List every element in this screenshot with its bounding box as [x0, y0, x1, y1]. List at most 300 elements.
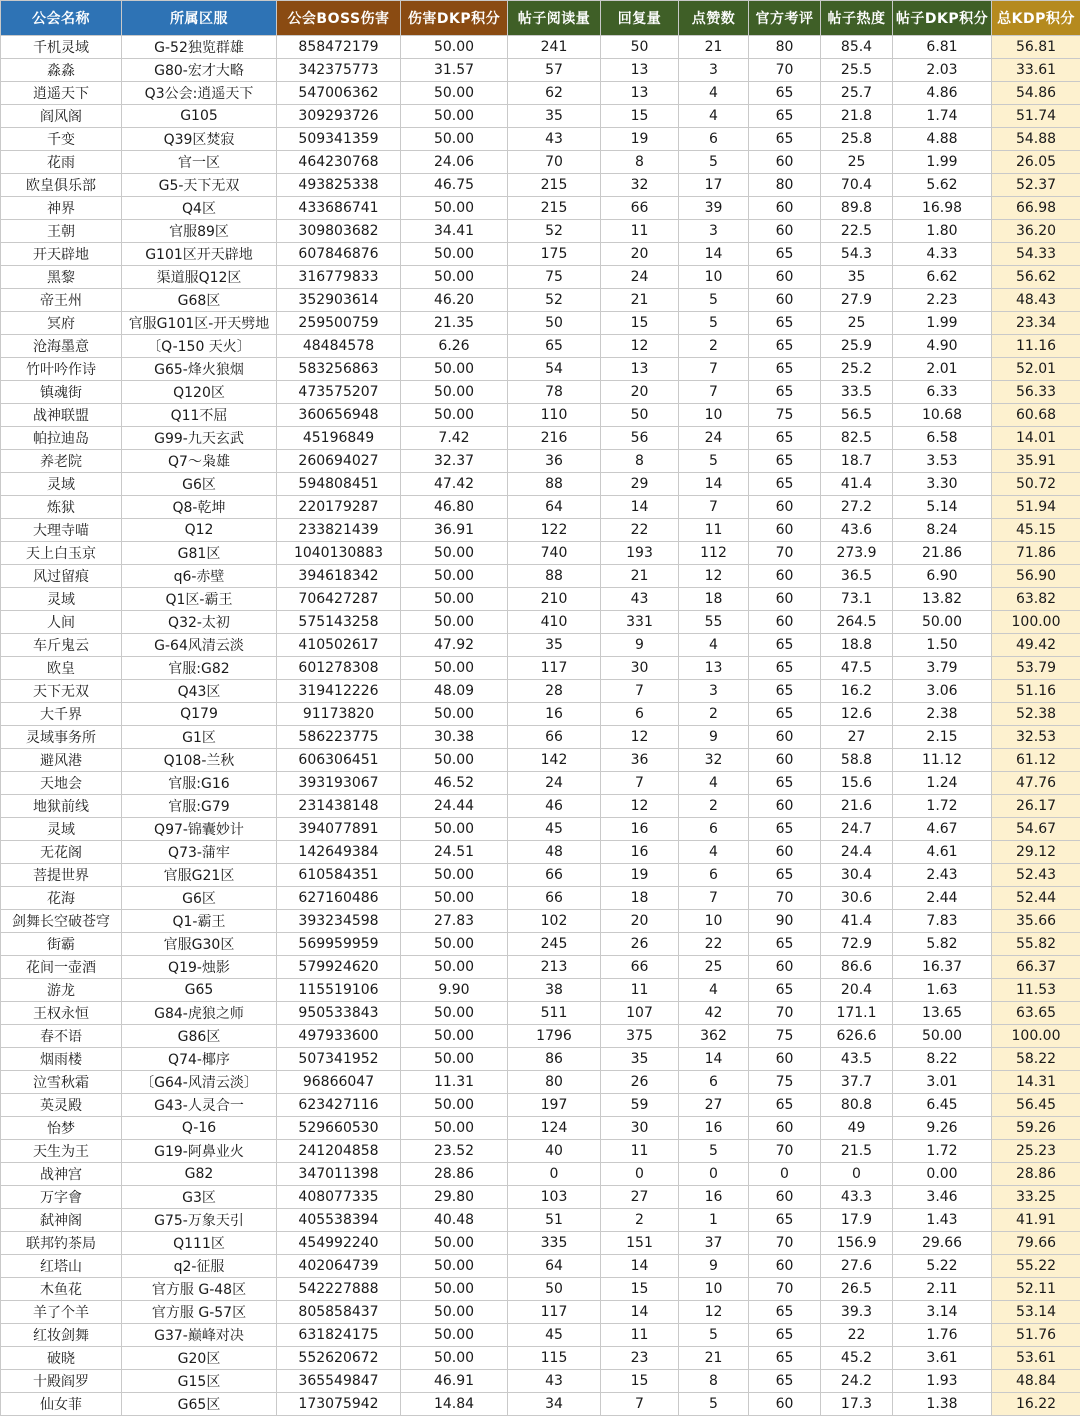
cell-boss-damage: 601278308 [277, 657, 401, 680]
cell-post-views: 50 [508, 1278, 601, 1301]
cell-replies: 15 [601, 105, 679, 128]
cell-replies: 32 [601, 174, 679, 197]
cell-official-rating: 65 [749, 105, 821, 128]
cell-likes: 9 [679, 1255, 749, 1278]
cell-guild-name: 灵域 [1, 588, 122, 611]
table-row [1, 151, 1080, 174]
cell-guild-name: 欧皇 [1, 657, 122, 680]
cell-guild-name: 风过留痕 [1, 565, 122, 588]
cell-post-views: 410 [508, 611, 601, 634]
table-row [1, 243, 1080, 266]
cell-post-heat: 27.2 [821, 496, 893, 519]
cell-guild-name: 竹叶吟作诗 [1, 358, 122, 381]
cell-official-rating: 65 [749, 1209, 821, 1232]
cell-likes: 3 [679, 680, 749, 703]
cell-replies: 43 [601, 588, 679, 611]
cell-post-heat: 45.2 [821, 1347, 893, 1370]
cell-boss-damage: 48484578 [277, 335, 401, 358]
cell-total-dkp: 56.45 [992, 1094, 1080, 1117]
table-row [1, 864, 1080, 887]
cell-post-heat: 47.5 [821, 657, 893, 680]
cell-replies: 14 [601, 1255, 679, 1278]
cell-post-heat: 20.4 [821, 979, 893, 1002]
cell-likes: 112 [679, 542, 749, 565]
cell-server: Q120区 [122, 381, 277, 404]
cell-post-heat: 80.8 [821, 1094, 893, 1117]
cell-post-dkp: 1.72 [893, 1140, 992, 1163]
cell-official-rating: 65 [749, 1301, 821, 1324]
cell-total-dkp: 63.65 [992, 1002, 1080, 1025]
cell-damage-dkp: 24.06 [401, 151, 508, 174]
cell-likes: 7 [679, 496, 749, 519]
cell-damage-dkp: 50.00 [401, 1117, 508, 1140]
cell-total-dkp: 54.33 [992, 243, 1080, 266]
cell-likes: 17 [679, 174, 749, 197]
cell-post-heat: 86.6 [821, 956, 893, 979]
cell-total-dkp: 25.23 [992, 1140, 1080, 1163]
cell-official-rating: 80 [749, 36, 821, 59]
cell-guild-name: 泣雪秋霜 [1, 1071, 122, 1094]
cell-post-heat: 27.6 [821, 1255, 893, 1278]
cell-official-rating: 65 [749, 657, 821, 680]
cell-post-views: 40 [508, 1140, 601, 1163]
table-row [1, 565, 1080, 588]
cell-total-dkp: 51.76 [992, 1324, 1080, 1347]
cell-post-heat: 21.5 [821, 1140, 893, 1163]
cell-post-heat: 24.7 [821, 818, 893, 841]
cell-guild-name: 千机灵域 [1, 36, 122, 59]
cell-official-rating: 65 [749, 703, 821, 726]
cell-server: G99-九天玄武 [122, 427, 277, 450]
cell-damage-dkp: 46.52 [401, 772, 508, 795]
cell-total-dkp: 55.22 [992, 1255, 1080, 1278]
cell-likes: 4 [679, 105, 749, 128]
table-row [1, 312, 1080, 335]
table-row [1, 1347, 1080, 1370]
cell-boss-damage: 627160486 [277, 887, 401, 910]
cell-boss-damage: 410502617 [277, 634, 401, 657]
cell-guild-name: 天地会 [1, 772, 122, 795]
cell-official-rating: 60 [749, 1393, 821, 1416]
cell-likes: 21 [679, 36, 749, 59]
cell-post-dkp: 2.38 [893, 703, 992, 726]
cell-damage-dkp: 50.00 [401, 128, 508, 151]
cell-guild-name: 帝王州 [1, 289, 122, 312]
cell-damage-dkp: 50.00 [401, 749, 508, 772]
table-row [1, 1370, 1080, 1393]
cell-replies: 21 [601, 565, 679, 588]
cell-server: G15区 [122, 1370, 277, 1393]
cell-boss-damage: 241204858 [277, 1140, 401, 1163]
cell-total-dkp: 52.44 [992, 887, 1080, 910]
cell-post-dkp: 3.61 [893, 1347, 992, 1370]
cell-total-dkp: 52.01 [992, 358, 1080, 381]
table-row [1, 1117, 1080, 1140]
cell-post-heat: 37.7 [821, 1071, 893, 1094]
cell-damage-dkp: 50.00 [401, 1324, 508, 1347]
cell-total-dkp: 53.61 [992, 1347, 1080, 1370]
cell-likes: 6 [679, 864, 749, 887]
table-row [1, 657, 1080, 680]
table-row [1, 1071, 1080, 1094]
cell-official-rating: 60 [749, 1117, 821, 1140]
cell-boss-damage: 142649384 [277, 841, 401, 864]
table-row [1, 703, 1080, 726]
cell-damage-dkp: 50.00 [401, 611, 508, 634]
cell-boss-damage: 586223775 [277, 726, 401, 749]
cell-total-dkp: 41.91 [992, 1209, 1080, 1232]
cell-official-rating: 60 [749, 795, 821, 818]
cell-boss-damage: 858472179 [277, 36, 401, 59]
cell-server: 官服:G79 [122, 795, 277, 818]
cell-boss-damage: 347011398 [277, 1163, 401, 1186]
cell-post-views: 66 [508, 726, 601, 749]
cell-likes: 12 [679, 565, 749, 588]
cell-replies: 8 [601, 151, 679, 174]
cell-server: q6-赤壁 [122, 565, 277, 588]
cell-post-views: 88 [508, 565, 601, 588]
cell-guild-name: 阎风阁 [1, 105, 122, 128]
cell-official-rating: 80 [749, 174, 821, 197]
cell-boss-damage: 542227888 [277, 1278, 401, 1301]
table-row [1, 1232, 1080, 1255]
cell-likes: 6 [679, 818, 749, 841]
cell-damage-dkp: 46.80 [401, 496, 508, 519]
cell-post-heat: 54.3 [821, 243, 893, 266]
cell-guild-name: 地狱前线 [1, 795, 122, 818]
cell-official-rating: 65 [749, 82, 821, 105]
cell-likes: 22 [679, 933, 749, 956]
cell-post-heat: 264.5 [821, 611, 893, 634]
cell-boss-damage: 402064739 [277, 1255, 401, 1278]
cell-post-heat: 18.7 [821, 450, 893, 473]
cell-official-rating: 70 [749, 1278, 821, 1301]
cell-guild-name: 车斤鬼云 [1, 634, 122, 657]
cell-replies: 13 [601, 82, 679, 105]
cell-post-views: 213 [508, 956, 601, 979]
cell-post-views: 54 [508, 358, 601, 381]
cell-damage-dkp: 50.00 [401, 266, 508, 289]
cell-server: q2-征服 [122, 1255, 277, 1278]
cell-official-rating: 60 [749, 611, 821, 634]
cell-total-dkp: 45.15 [992, 519, 1080, 542]
cell-official-rating: 65 [749, 979, 821, 1002]
cell-guild-name: 木鱼花 [1, 1278, 122, 1301]
cell-server: G43-人灵合一 [122, 1094, 277, 1117]
cell-post-dkp: 4.33 [893, 243, 992, 266]
cell-total-dkp: 52.11 [992, 1278, 1080, 1301]
cell-total-dkp: 35.91 [992, 450, 1080, 473]
cell-post-views: 24 [508, 772, 601, 795]
table-row [1, 496, 1080, 519]
cell-replies: 0 [601, 1163, 679, 1186]
cell-post-heat: 25.8 [821, 128, 893, 151]
cell-official-rating: 65 [749, 1370, 821, 1393]
cell-official-rating: 75 [749, 1071, 821, 1094]
cell-guild-name: 游龙 [1, 979, 122, 1002]
cell-official-rating: 65 [749, 473, 821, 496]
cell-post-heat: 22 [821, 1324, 893, 1347]
cell-post-views: 52 [508, 220, 601, 243]
cell-post-dkp: 4.88 [893, 128, 992, 151]
cell-server: Q43区 [122, 680, 277, 703]
cell-replies: 2 [601, 1209, 679, 1232]
cell-likes: 25 [679, 956, 749, 979]
cell-likes: 18 [679, 588, 749, 611]
cell-damage-dkp: 36.91 [401, 519, 508, 542]
cell-boss-damage: 45196849 [277, 427, 401, 450]
cell-boss-damage: 309803682 [277, 220, 401, 243]
cell-official-rating: 65 [749, 680, 821, 703]
cell-replies: 18 [601, 887, 679, 910]
cell-official-rating: 60 [749, 749, 821, 772]
cell-total-dkp: 61.12 [992, 749, 1080, 772]
cell-post-views: 175 [508, 243, 601, 266]
cell-server: G19-阿鼻业火 [122, 1140, 277, 1163]
cell-post-views: 64 [508, 1255, 601, 1278]
cell-post-dkp: 1.43 [893, 1209, 992, 1232]
cell-likes: 10 [679, 266, 749, 289]
cell-total-dkp: 28.86 [992, 1163, 1080, 1186]
cell-official-rating: 60 [749, 588, 821, 611]
table-row [1, 1002, 1080, 1025]
cell-boss-damage: 393193067 [277, 772, 401, 795]
cell-damage-dkp: 34.41 [401, 220, 508, 243]
cell-likes: 10 [679, 910, 749, 933]
cell-damage-dkp: 24.44 [401, 795, 508, 818]
cell-post-heat: 273.9 [821, 542, 893, 565]
cell-post-dkp: 1.50 [893, 634, 992, 657]
cell-likes: 16 [679, 1117, 749, 1140]
cell-boss-damage: 394077891 [277, 818, 401, 841]
cell-total-dkp: 11.53 [992, 979, 1080, 1002]
cell-post-dkp: 50.00 [893, 611, 992, 634]
cell-post-views: 50 [508, 312, 601, 335]
cell-replies: 12 [601, 335, 679, 358]
cell-boss-damage: 360656948 [277, 404, 401, 427]
cell-replies: 15 [601, 1278, 679, 1301]
cell-server: Q1区-霸王 [122, 588, 277, 611]
cell-guild-name: 人间 [1, 611, 122, 634]
cell-server: G5-天下无双 [122, 174, 277, 197]
cell-post-views: 51 [508, 1209, 601, 1232]
cell-server: Q111区 [122, 1232, 277, 1255]
cell-post-views: 142 [508, 749, 601, 772]
cell-post-views: 52 [508, 289, 601, 312]
cell-post-dkp: 1.76 [893, 1324, 992, 1347]
cell-damage-dkp: 30.38 [401, 726, 508, 749]
cell-replies: 35 [601, 1048, 679, 1071]
cell-guild-name: 大千界 [1, 703, 122, 726]
cell-guild-name: 无花阁 [1, 841, 122, 864]
table-row [1, 588, 1080, 611]
cell-post-heat: 21.8 [821, 105, 893, 128]
cell-post-views: 46 [508, 795, 601, 818]
cell-boss-damage: 623427116 [277, 1094, 401, 1117]
cell-post-views: 102 [508, 910, 601, 933]
cell-total-dkp: 26.05 [992, 151, 1080, 174]
cell-replies: 7 [601, 1393, 679, 1416]
cell-post-dkp: 5.22 [893, 1255, 992, 1278]
cell-guild-name: 灵域 [1, 473, 122, 496]
table-row [1, 1140, 1080, 1163]
cell-post-heat: 17.9 [821, 1209, 893, 1232]
cell-server: G1区 [122, 726, 277, 749]
cell-post-dkp: 6.58 [893, 427, 992, 450]
cell-guild-name: 英灵殿 [1, 1094, 122, 1117]
cell-post-heat: 22.5 [821, 220, 893, 243]
cell-post-views: 86 [508, 1048, 601, 1071]
cell-post-dkp: 2.44 [893, 887, 992, 910]
cell-boss-damage: 433686741 [277, 197, 401, 220]
cell-total-dkp: 63.82 [992, 588, 1080, 611]
cell-guild-name: 万字會 [1, 1186, 122, 1209]
cell-guild-name: 破晓 [1, 1347, 122, 1370]
cell-post-dkp: 16.98 [893, 197, 992, 220]
cell-guild-name: 神界 [1, 197, 122, 220]
cell-post-heat: 82.5 [821, 427, 893, 450]
cell-boss-damage: 950533843 [277, 1002, 401, 1025]
cell-likes: 1 [679, 1209, 749, 1232]
cell-boss-damage: 259500759 [277, 312, 401, 335]
cell-damage-dkp: 50.00 [401, 1232, 508, 1255]
cell-post-views: 64 [508, 496, 601, 519]
cell-replies: 66 [601, 956, 679, 979]
cell-likes: 7 [679, 358, 749, 381]
header-replies: 回复量 [601, 1, 679, 36]
cell-official-rating: 65 [749, 381, 821, 404]
cell-guild-name: 羊了个羊 [1, 1301, 122, 1324]
cell-boss-damage: 606306451 [277, 749, 401, 772]
cell-post-heat: 25.9 [821, 335, 893, 358]
cell-post-views: 35 [508, 105, 601, 128]
cell-replies: 11 [601, 979, 679, 1002]
cell-guild-name: 黑黎 [1, 266, 122, 289]
cell-post-dkp: 1.24 [893, 772, 992, 795]
cell-boss-damage: 96866047 [277, 1071, 401, 1094]
cell-boss-damage: 610584351 [277, 864, 401, 887]
cell-guild-name: 灵域 [1, 818, 122, 841]
cell-likes: 4 [679, 772, 749, 795]
cell-likes: 24 [679, 427, 749, 450]
cell-server: Q74-椰序 [122, 1048, 277, 1071]
cell-post-views: 103 [508, 1186, 601, 1209]
cell-guild-name: 联邦钓茶局 [1, 1232, 122, 1255]
cell-server: G68区 [122, 289, 277, 312]
cell-server: G-64风清云淡 [122, 634, 277, 657]
cell-total-dkp: 26.17 [992, 795, 1080, 818]
cell-post-views: 35 [508, 634, 601, 657]
cell-official-rating: 90 [749, 910, 821, 933]
cell-damage-dkp: 50.00 [401, 956, 508, 979]
cell-likes: 32 [679, 749, 749, 772]
cell-replies: 29 [601, 473, 679, 496]
cell-replies: 22 [601, 519, 679, 542]
cell-boss-damage: 260694027 [277, 450, 401, 473]
cell-server: 官一区 [122, 151, 277, 174]
cell-official-rating: 0 [749, 1163, 821, 1186]
cell-boss-damage: 1040130883 [277, 542, 401, 565]
cell-damage-dkp: 50.00 [401, 933, 508, 956]
cell-official-rating: 65 [749, 634, 821, 657]
cell-post-dkp: 3.06 [893, 680, 992, 703]
cell-post-dkp: 2.23 [893, 289, 992, 312]
cell-server: G6区 [122, 887, 277, 910]
cell-post-dkp: 3.53 [893, 450, 992, 473]
cell-total-dkp: 54.88 [992, 128, 1080, 151]
cell-official-rating: 65 [749, 312, 821, 335]
cell-guild-name: 红妆剑舞 [1, 1324, 122, 1347]
cell-likes: 6 [679, 1071, 749, 1094]
cell-post-dkp: 2.43 [893, 864, 992, 887]
table-row [1, 381, 1080, 404]
table-row [1, 956, 1080, 979]
cell-guild-name: 养老院 [1, 450, 122, 473]
cell-damage-dkp: 27.83 [401, 910, 508, 933]
cell-post-dkp: 3.46 [893, 1186, 992, 1209]
cell-post-heat: 25.5 [821, 59, 893, 82]
table-row [1, 1278, 1080, 1301]
cell-damage-dkp: 50.00 [401, 657, 508, 680]
cell-damage-dkp: 50.00 [401, 542, 508, 565]
cell-post-dkp: 4.67 [893, 818, 992, 841]
cell-damage-dkp: 11.31 [401, 1071, 508, 1094]
cell-boss-damage: 575143258 [277, 611, 401, 634]
cell-guild-name: 炼狱 [1, 496, 122, 519]
cell-server: Q97-锦囊妙计 [122, 818, 277, 841]
cell-damage-dkp: 46.20 [401, 289, 508, 312]
cell-server: Q4区 [122, 197, 277, 220]
cell-guild-name: 开天辟地 [1, 243, 122, 266]
cell-post-views: 75 [508, 266, 601, 289]
cell-damage-dkp: 48.09 [401, 680, 508, 703]
cell-post-dkp: 8.22 [893, 1048, 992, 1071]
table-row [1, 542, 1080, 565]
cell-replies: 7 [601, 680, 679, 703]
cell-server: G84-虎狼之师 [122, 1002, 277, 1025]
cell-official-rating: 75 [749, 1025, 821, 1048]
cell-server: Q11不屈 [122, 404, 277, 427]
table-row [1, 1209, 1080, 1232]
cell-likes: 8 [679, 1370, 749, 1393]
cell-official-rating: 65 [749, 1094, 821, 1117]
cell-total-dkp: 53.79 [992, 657, 1080, 680]
cell-boss-damage: 706427287 [277, 588, 401, 611]
cell-total-dkp: 50.72 [992, 473, 1080, 496]
cell-post-heat: 17.3 [821, 1393, 893, 1416]
header-total-dkp: 总KDP积分 [992, 1, 1080, 36]
cell-total-dkp: 56.33 [992, 381, 1080, 404]
cell-official-rating: 65 [749, 1324, 821, 1347]
cell-server: 官服G101区-开天劈地 [122, 312, 277, 335]
cell-post-dkp: 6.81 [893, 36, 992, 59]
table-row [1, 36, 1080, 59]
cell-server: Q73-蒲牢 [122, 841, 277, 864]
cell-boss-damage: 493825338 [277, 174, 401, 197]
table-row [1, 174, 1080, 197]
cell-official-rating: 70 [749, 1232, 821, 1255]
cell-total-dkp: 14.01 [992, 427, 1080, 450]
table-row [1, 450, 1080, 473]
cell-boss-damage: 342375773 [277, 59, 401, 82]
cell-damage-dkp: 50.00 [401, 703, 508, 726]
cell-official-rating: 70 [749, 1002, 821, 1025]
cell-post-dkp: 2.11 [893, 1278, 992, 1301]
cell-likes: 6 [679, 128, 749, 151]
cell-post-views: 66 [508, 864, 601, 887]
cell-post-views: 245 [508, 933, 601, 956]
table-row [1, 1301, 1080, 1324]
